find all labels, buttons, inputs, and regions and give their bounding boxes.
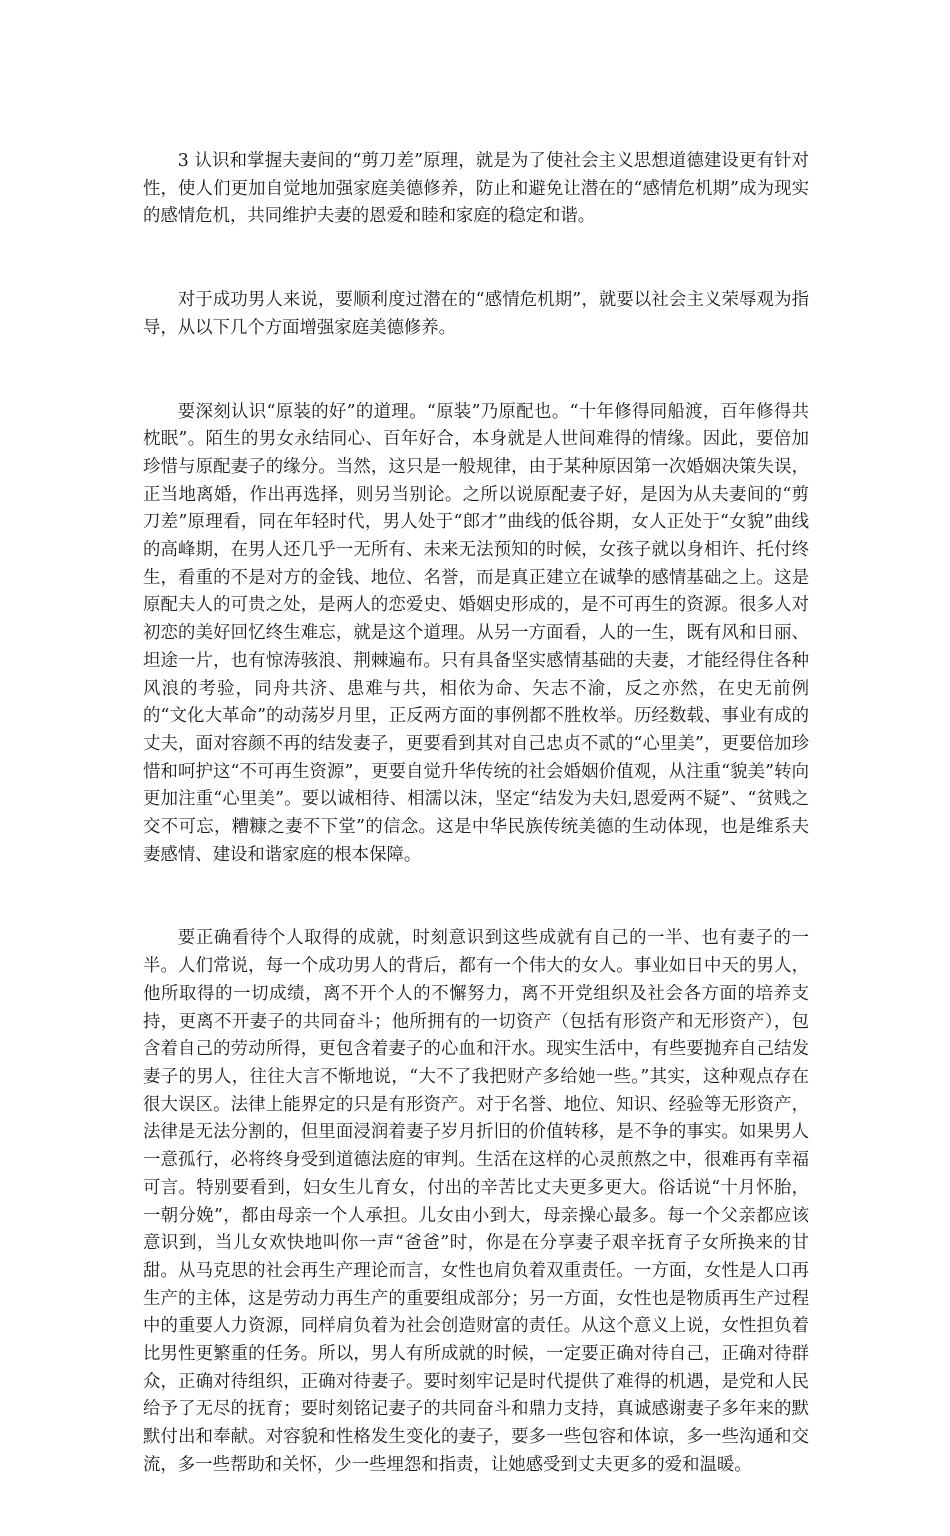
paragraph-scissors-principle: 3 认识和掌握夫妻间的“剪刀差”原理，就是为了使社会主义思想道德建设更有针对性，使人们更加自觉地加强家庭美德修养，防止和避免让潜在的“感情危机期”成为现实的感情危机，共同维护夫妻的恩爱和睦和家庭的稳定和谐。 <box>143 151 809 227</box>
paragraph-intro: 对于成功男人来说，要顺利度过潜在的“感情危机期”，就要以社会主义荣辱观为指导，从以下几个方面增强家庭美德修养。 <box>143 290 809 338</box>
paragraph-achievements: 要正确看待个人取得的成就，时刻意识到这些成就有自己的一半、也有妻子的一半。人们常说，每一个成功男人的背后，都有一个伟大的女人。事业如日中天的男人，他所取得的一切成绩，离不开个人的不懈努力，离不开党组织及社会各方面的培养支持，更离不开妻子的共同奋斗；他所拥有的一切资产（包括有形资产和无形资产），包含着自己的劳动所得，更包含着妻子的心血和汗水。现实生活中，有些要抛弃自己结发妻子的男人，往往大言不惭地说，“大不了我把财产多给她一些。”其实，这种观点存在很大误区。法律上能界定的只是有形资产。对于名誉、地位、知识、经验等无形资产，法律是无法分割的，但里面浸润着妻子岁月折旧的价值转移，是不争的事实。如果男人一意孤行，必将终身受到道德法庭的审判。生活在这样的心灵煎熬之中，很难再有幸福可言。特别要看到，妇女生儿育女，付出的辛苦比丈夫更多更大。俗话说“十月怀胎，一朝分娩”，都由母亲一个人承担。儿女由小到大，母亲操心最多。每一个父亲都应该意识到，当儿女欢快地叫你一声“爸爸”时，你是在分享妻子艰辛抚育子女所换来的甘甜。从马克思的社会再生产理论而言，女性也肩负着双重责任。一方面，女性是人口再生产的主体，这是劳动力再生产的重要组成部分；另一方面，女性也是物质再生产过程中的重要人力资源，同样肩负着为社会创造财富的责任。从这个意义上说，女性担负着比男性更繁重的任务。所以，男人有所成就的时候，一定要正确对待自己，正确对待群众，正确对待组织，正确对待妻子。要时刻牢记是时代提供了难得的机遇，是党和人民给予了无尽的抚育；要时刻铭记妻子的共同奋斗和鼎力支持，真诚感谢妻子多年来的默默付出和奉献。对容貌和性格发生变化的妻子，要多一些包容和体谅，多一些沟通和交流，多一些帮助和关怀，少一些埋怨和指责，让她感受到丈夫更多的爱和温暖。 <box>143 928 809 1475</box>
paragraph-original-spouse: 要深刻认识“原装的好”的道理。“原装”乃原配也。“十年修得同船渡，百年修得共枕眠”。陌生的男女永结同心、百年好合，本身就是人世间难得的情缘。因此，要倍加珍惜与原配妻子的缘分。当然，这只是一般规律，由于某种原因第一次婚姻决策失误，正当地离婚，作出再选择，则另当别论。之所以说原配妻子好，是因为从夫妻间的“剪刀差”原理看，同在年轻时代，男人处于“郎才”曲线的低谷期，女人正处于“女貌”曲线的高峰期，在男人还几乎一无所有、未来无法预知的时候，女孩子就以身相许、托付终生，看重的不是对方的金钱、地位、名誉，而是真正建立在诚挚的感情基础之上。这是原配夫人的可贵之处，是两人的恋爱史、婚姻史形成的，是不可再生的资源。很多人对初恋的美好回忆终生难忘，就是这个道理。从另一方面看，人的一生，既有风和日丽、坦途一片，也有惊涛骇浪、荆棘遍布。只有具备坚实感情基础的夫妻，才能经得住各种风浪的考验，同舟共济、患难与共，相依为命、矢志不渝，反之亦然，在史无前例的“文化大革命”的动荡岁月里，正反两方面的事例都不胜枚举。历经数载、事业有成的丈夫，面对容颜不再的结发妻子，更要看到其对自己忠贞不贰的“心里美”，更要倍加珍惜和呵护这“不可再生资源”，更要自觉升华传统的社会婚姻价值观，从注重“貌美”转向更加注重“心里美”。要以诚相待、相濡以沫，坚定“结发为夫妇,恩爱两不疑”、“贫贱之交不可忘，糟糠之妻不下堂”的信念。这是中华民族传统美德的生动体现，也是维系夫妻感情、建设和谐家庭的根本保障。 <box>143 401 809 865</box>
document-body <box>143 148 809 1536</box>
